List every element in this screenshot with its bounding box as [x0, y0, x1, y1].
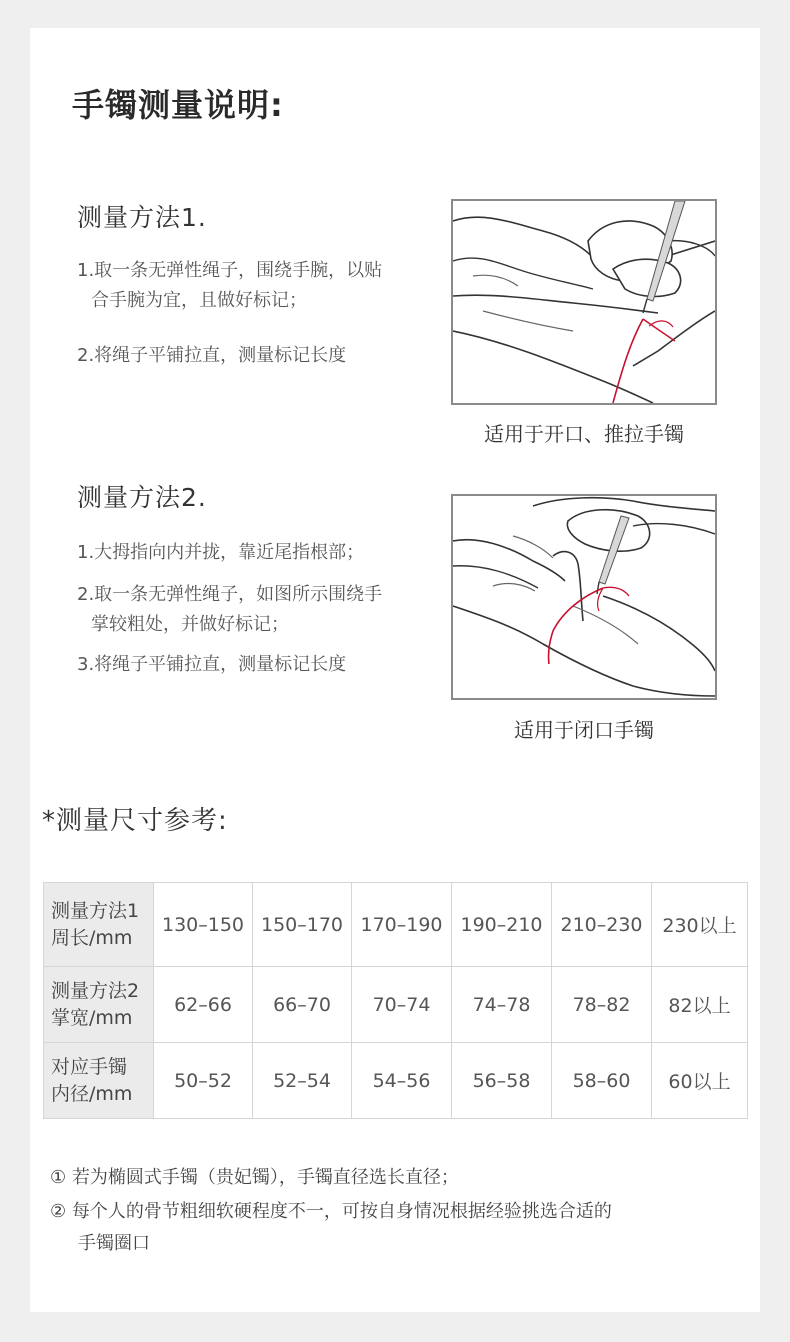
method2-step2: [77, 580, 447, 640]
note-2: [50, 1195, 740, 1259]
wrist-measure-illustration-icon: [451, 199, 717, 405]
table-row: [44, 883, 748, 967]
note-1: ① 若为椭圆式手镯（贵妃镯），手镯直径选长直径；: [50, 1167, 459, 1188]
page-title: 手镯测量说明:: [72, 86, 284, 124]
table-cell: 150–170: [253, 883, 352, 967]
table-cell: 230以上: [652, 883, 748, 967]
row-header-line1: 对应手镯: [51, 1055, 128, 1078]
reference-title: *测量尺寸参考:: [42, 806, 228, 836]
note-2-line1: ② 每个人的骨节粗细软硬程度不一，可按自身情况根据经验挑选合适的: [50, 1201, 612, 1222]
table-cell: 54–56: [352, 1043, 452, 1119]
method2-title: 测量方法2.: [77, 483, 207, 512]
table-cell: 82以上: [652, 967, 748, 1043]
table-cell: 50–52: [154, 1043, 253, 1119]
table-cell: 62–66: [154, 967, 253, 1043]
table-cell: 60以上: [652, 1043, 748, 1119]
method2-step3: 3.将绳子平铺拉直，测量标记长度: [77, 654, 347, 675]
notes: [50, 1161, 740, 1259]
row-header: [44, 883, 154, 967]
table-cell: 210–230: [552, 883, 652, 967]
row-header-line2: 掌宽/mm: [51, 1006, 133, 1029]
method1-title: 测量方法1.: [77, 203, 207, 232]
table-cell: 130–150: [154, 883, 253, 967]
table-cell: 66–70: [253, 967, 352, 1043]
palm-measure-illustration-icon: [451, 494, 717, 700]
size-table: [43, 882, 748, 1119]
row-header: [44, 1043, 154, 1119]
note-2-line2: 手镯圈口: [78, 1233, 150, 1254]
row-header-line1: 测量方法2: [51, 979, 140, 1002]
method1-step1-line1: 1.取一条无弹性绳子，围绕手腕，以贴: [77, 260, 383, 281]
method2-caption: 适用于闭口手镯: [514, 718, 654, 742]
instruction-card: [30, 28, 760, 1312]
table-cell: 190–210: [452, 883, 552, 967]
method2-step1: 1.大拇指向内并拢，靠近尾指根部；: [77, 542, 365, 563]
row-header: [44, 967, 154, 1043]
table-cell: 58–60: [552, 1043, 652, 1119]
row-header-line2: 内径/mm: [51, 1082, 133, 1105]
row-header-line1: 测量方法1: [51, 899, 140, 922]
table-cell: 78–82: [552, 967, 652, 1043]
table-cell: 52–54: [253, 1043, 352, 1119]
table-cell: 70–74: [352, 967, 452, 1043]
method2-step2-line2: 掌较粗处，并做好标记；: [91, 614, 289, 635]
table-cell: 74–78: [452, 967, 552, 1043]
table-row: [44, 1043, 748, 1119]
method1-step1: [77, 256, 447, 316]
method1-step2: 2.将绳子平铺拉直，测量标记长度: [77, 345, 347, 366]
table-row: [44, 967, 748, 1043]
method2-step2-line1: 2.取一条无弹性绳子，如图所示围绕手: [77, 584, 383, 605]
method1-caption: 适用于开口、推拉手镯: [484, 422, 684, 446]
table-cell: 170–190: [352, 883, 452, 967]
row-header-line2: 周长/mm: [51, 926, 133, 949]
method1-step1-line2: 合手腕为宜，且做好标记；: [91, 290, 307, 311]
table-cell: 56–58: [452, 1043, 552, 1119]
